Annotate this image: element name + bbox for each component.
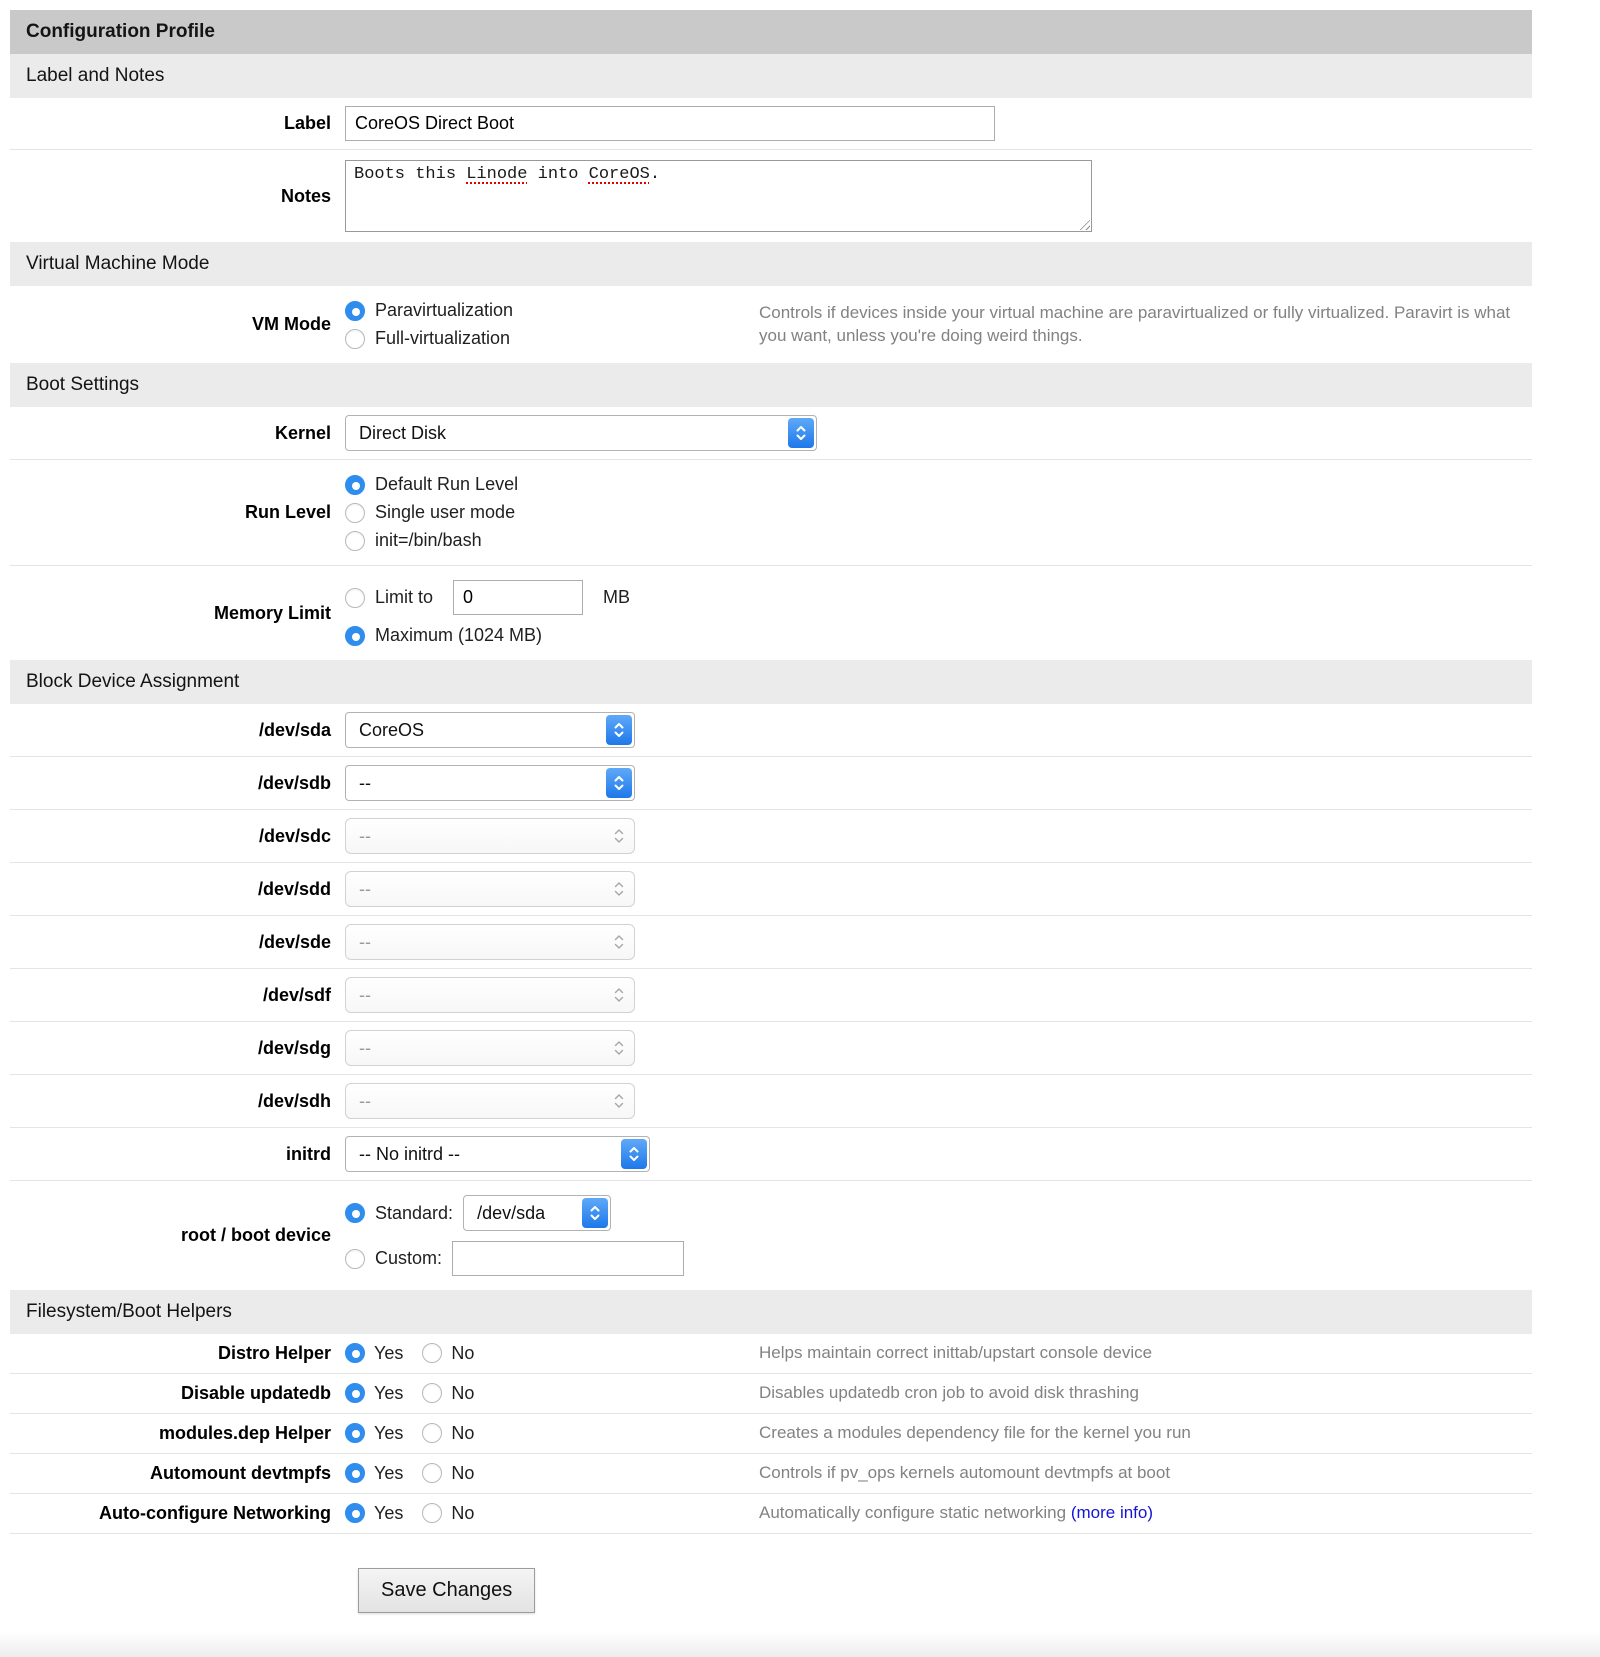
section-label-and-notes — [10, 54, 1532, 242]
notes-textarea[interactable] — [345, 160, 1092, 232]
select-stepper-icon — [582, 1198, 608, 1228]
notes-text: Boots this — [354, 165, 467, 184]
modules-dep-helper-help-text: Creates a modules dependency file for the kernel you run — [759, 1422, 1191, 1442]
maximum-memory-label: Maximum (1024 MB) — [375, 625, 543, 645]
device-row-sdc — [10, 810, 1532, 863]
label-row — [10, 98, 1532, 150]
vm-mode-label: VM Mode — [252, 314, 331, 334]
custom-device-input[interactable] — [452, 1241, 684, 1276]
section-helpers — [10, 1290, 1532, 1534]
notes-text: . — [649, 165, 661, 184]
device-row-sdg — [10, 1022, 1532, 1075]
paravirtualization-label: Paravirtualization — [375, 300, 514, 320]
automount-devtmpfs-label: Automount devtmpfs — [150, 1462, 331, 1483]
section-title-block-devices: Block Device Assignment — [10, 660, 1532, 704]
default-run-level-label: Default Run Level — [375, 474, 519, 494]
custom-device-label: Custom: — [375, 1248, 443, 1268]
select-stepper-icon — [606, 1033, 632, 1063]
no-label: No — [451, 1462, 475, 1483]
distro-helper-row — [10, 1334, 1532, 1374]
device-label-sdb: /dev/sdb — [257, 772, 331, 793]
no-label: No — [451, 1342, 475, 1363]
section-block-devices — [10, 660, 1532, 1290]
device-select-sdh — [345, 1083, 635, 1119]
device-row-sdh — [10, 1075, 1532, 1128]
disable-updatedb-no-radio[interactable] — [422, 1383, 442, 1403]
select-stepper-icon — [788, 418, 814, 448]
device-label-sdc: /dev/sdc — [258, 825, 331, 846]
page-bottom-fade — [0, 1631, 1600, 1657]
resize-handle-icon[interactable] — [1077, 217, 1090, 230]
no-label: No — [451, 1422, 475, 1443]
vm-mode-help-text: Controls if devices inside your virtual machine are paravirtualized or fully virtualized. Paravirt is what you want, unless you're doing weird things. — [759, 302, 1511, 345]
vm-mode-row — [10, 286, 1532, 363]
device-row-sde — [10, 916, 1532, 969]
device-select-sdg — [345, 1030, 635, 1066]
auto-configure-networking-row — [10, 1494, 1532, 1534]
full-virtualization-label: Full-virtualization — [375, 328, 511, 348]
kernel-select-value: Direct Disk — [359, 422, 447, 443]
disable-updatedb-row — [10, 1374, 1532, 1414]
limit-to-label: Limit to — [375, 587, 434, 607]
init-bin-bash-radio[interactable] — [345, 531, 365, 551]
device-label-sdd: /dev/sdd — [257, 878, 331, 899]
kernel-row — [10, 407, 1532, 460]
device-select-sdh-value: -- — [359, 1090, 371, 1111]
section-title-vm-mode: Virtual Machine Mode — [10, 242, 1532, 286]
initrd-select[interactable] — [345, 1136, 650, 1172]
no-label: No — [451, 1382, 475, 1403]
device-row-sda — [10, 704, 1532, 757]
root-boot-device-row — [10, 1181, 1532, 1290]
notes-misspelled-word: CoreOS — [588, 165, 650, 184]
automount-devtmpfs-yes-radio[interactable] — [345, 1463, 365, 1483]
device-row-sdf — [10, 969, 1532, 1022]
run-level-row — [10, 460, 1532, 566]
no-label: No — [451, 1502, 475, 1523]
standard-device-label: Standard: — [375, 1202, 454, 1223]
modules-dep-helper-row — [10, 1414, 1532, 1454]
yes-label: Yes — [374, 1502, 404, 1523]
modules-dep-helper-label: modules.dep Helper — [158, 1422, 331, 1443]
label-field-label: Label — [283, 113, 331, 133]
initrd-select-value: -- No initrd -- — [359, 1143, 461, 1164]
memory-limit-row — [10, 566, 1532, 660]
kernel-label: Kernel — [274, 422, 331, 443]
device-select-sde — [345, 924, 635, 960]
single-user-mode-label: Single user mode — [375, 502, 516, 522]
device-row-sdd — [10, 863, 1532, 916]
device-select-sdc-value: -- — [359, 825, 371, 846]
section-boot-settings — [10, 363, 1532, 660]
memory-limit-label: Memory Limit — [213, 602, 331, 623]
initrd-label: initrd — [286, 1143, 331, 1164]
standard-device-select[interactable] — [463, 1195, 611, 1231]
label-input[interactable] — [345, 106, 995, 141]
device-row-sdb — [10, 757, 1532, 810]
section-title-helpers: Filesystem/Boot Helpers — [10, 1290, 1532, 1334]
device-label-sdg: /dev/sdg — [257, 1037, 331, 1058]
notes-misspelled-word: Linode — [466, 165, 528, 184]
automount-devtmpfs-help-text: Controls if pv_ops kernels automount devtmpfs at boot — [759, 1462, 1171, 1482]
device-label-sda: /dev/sda — [258, 719, 331, 740]
limit-to-radio[interactable] — [345, 588, 365, 608]
yes-label: Yes — [374, 1422, 404, 1443]
device-select-sdf-value: -- — [359, 984, 371, 1005]
yes-label: Yes — [374, 1462, 404, 1483]
select-stepper-icon — [606, 715, 632, 745]
run-level-label: Run Level — [244, 502, 331, 522]
more-info-link[interactable]: (more info) — [1070, 1502, 1154, 1522]
default-run-level-radio[interactable] — [345, 475, 365, 495]
select-stepper-icon — [606, 927, 632, 957]
device-select-sde-value: -- — [359, 931, 371, 952]
standard-device-select-value: /dev/sda — [477, 1202, 546, 1223]
help-text: Automatically configure static networking — [759, 1502, 1067, 1522]
section-title-boot-settings: Boot Settings — [10, 363, 1532, 407]
single-user-mode-radio[interactable] — [345, 503, 365, 523]
memory-unit-label: MB — [603, 587, 631, 607]
device-select-sdg-value: -- — [359, 1037, 371, 1058]
memory-limit-input[interactable] — [453, 580, 583, 615]
device-select-sdf — [345, 977, 635, 1013]
root-boot-device-label: root / boot device — [180, 1225, 331, 1245]
disable-updatedb-yes-radio[interactable] — [345, 1383, 365, 1403]
section-vm-mode — [10, 242, 1532, 363]
yes-label: Yes — [374, 1342, 404, 1363]
init-bin-bash-label: init=/bin/bash — [375, 530, 482, 550]
notes-text: into — [527, 165, 589, 184]
device-label-sdf: /dev/sdf — [262, 984, 331, 1005]
maximum-memory-radio[interactable] — [345, 626, 365, 646]
distro-helper-yes-radio[interactable] — [345, 1343, 365, 1363]
select-stepper-icon — [606, 980, 632, 1010]
modules-dep-helper-yes-radio[interactable] — [345, 1423, 365, 1443]
device-select-sdb[interactable] — [345, 765, 635, 801]
device-select-sdb-value: -- — [359, 772, 371, 793]
distro-helper-no-radio[interactable] — [422, 1343, 442, 1363]
select-stepper-icon — [606, 821, 632, 851]
disable-updatedb-label: Disable updatedb — [180, 1382, 331, 1403]
save-changes-button[interactable]: Save Changes — [358, 1568, 535, 1613]
custom-device-radio[interactable] — [345, 1249, 365, 1269]
disable-updatedb-help-text: Disables updatedb cron job to avoid disk thrashing — [759, 1382, 1139, 1402]
device-label-sdh: /dev/sdh — [257, 1090, 331, 1111]
device-label-sde: /dev/sde — [258, 931, 331, 952]
full-virtualization-radio[interactable] — [345, 329, 365, 349]
yes-label: Yes — [374, 1382, 404, 1403]
select-stepper-icon — [606, 768, 632, 798]
select-stepper-icon — [606, 874, 632, 904]
paravirtualization-radio[interactable] — [345, 301, 365, 321]
select-stepper-icon — [621, 1139, 647, 1169]
select-stepper-icon — [606, 1086, 632, 1116]
notes-field-label: Notes — [280, 185, 331, 206]
automount-devtmpfs-row — [10, 1454, 1532, 1494]
auto-configure-networking-label: Auto-configure Networking — [99, 1502, 331, 1523]
distro-helper-label: Distro Helper — [217, 1342, 331, 1363]
device-select-sda-value: CoreOS — [359, 719, 425, 740]
modules-dep-helper-no-radio[interactable] — [422, 1423, 442, 1443]
device-select-sda[interactable] — [345, 712, 635, 748]
initrd-row — [10, 1128, 1532, 1181]
distro-helper-help-text: Helps maintain correct inittab/upstart console device — [759, 1343, 1153, 1362]
notes-row — [10, 150, 1532, 242]
device-select-sdc — [345, 818, 635, 854]
device-select-sdd-value: -- — [359, 878, 371, 899]
section-title-label-and-notes: Label and Notes — [10, 54, 1532, 98]
kernel-select[interactable] — [345, 415, 817, 451]
page-title: Configuration Profile — [10, 10, 1532, 54]
auto-configure-networking-yes-radio[interactable] — [345, 1503, 365, 1523]
auto-configure-networking-help-text — [759, 1502, 1532, 1525]
device-select-sdd — [345, 871, 635, 907]
standard-device-radio[interactable] — [345, 1203, 365, 1223]
automount-devtmpfs-no-radio[interactable] — [422, 1463, 442, 1483]
auto-configure-networking-no-radio[interactable] — [422, 1503, 442, 1523]
save-area — [10, 1534, 1532, 1627]
